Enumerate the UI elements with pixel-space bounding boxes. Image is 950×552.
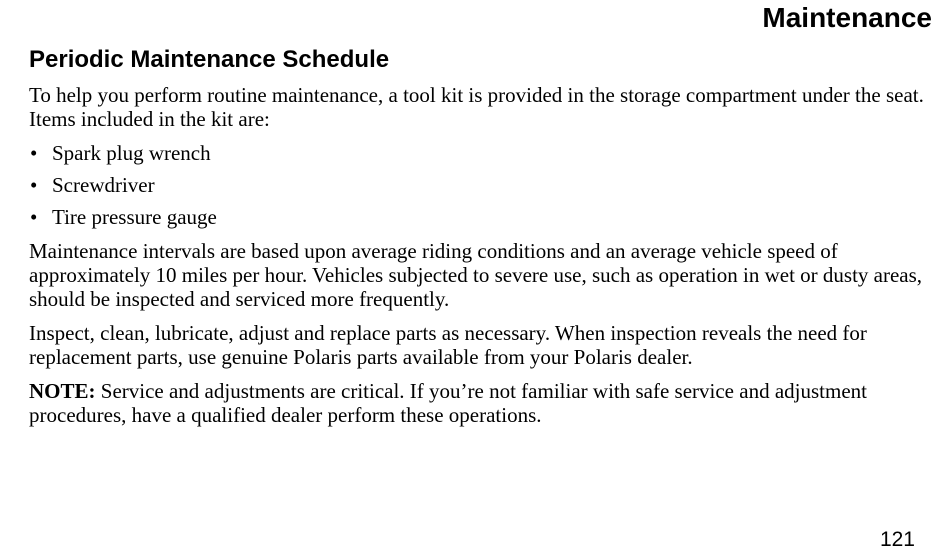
inspect-paragraph: Inspect, clean, lubricate, adjust and replace parts as necessary. When inspection reveals the need for replacement parts, use genuine Polaris parts available from your Polaris dealer. <box>29 321 867 369</box>
bullet-icon: • <box>30 205 38 229</box>
bullet-icon: • <box>30 141 38 165</box>
list-item-label: Tire pressure gauge <box>52 205 217 229</box>
note-label: NOTE: <box>29 379 96 403</box>
bullet-icon: • <box>30 173 38 197</box>
page-number: 121 <box>879 528 915 551</box>
list-item-label: Spark plug wrench <box>52 141 211 165</box>
chapter-title: Maintenance <box>762 2 932 33</box>
list-item-label: Screwdriver <box>52 173 155 197</box>
list-item <box>29 141 934 165</box>
section-body <box>29 83 934 437</box>
tool-kit-list <box>29 141 934 229</box>
section-heading: Periodic Maintenance Schedule <box>29 46 390 73</box>
intervals-paragraph: Maintenance intervals are based upon average riding conditions and an average vehicle speed of approximately 10 miles per hour. Vehicles subjected to severe use, such as operation in wet or dusty areas, should be inspected and serviced more frequently. <box>29 239 923 311</box>
intro-paragraph: To help you perform routine maintenance, a tool kit is provided in the storage compartment under the seat. Items included in the kit are: <box>29 83 924 131</box>
note-text: Service and adjustments are critical. If you’re not familiar with safe service and adjustment procedures, have a qualified dealer perform these operations. <box>29 379 867 427</box>
list-item <box>29 173 934 197</box>
note-paragraph <box>29 379 934 427</box>
list-item <box>29 205 934 229</box>
